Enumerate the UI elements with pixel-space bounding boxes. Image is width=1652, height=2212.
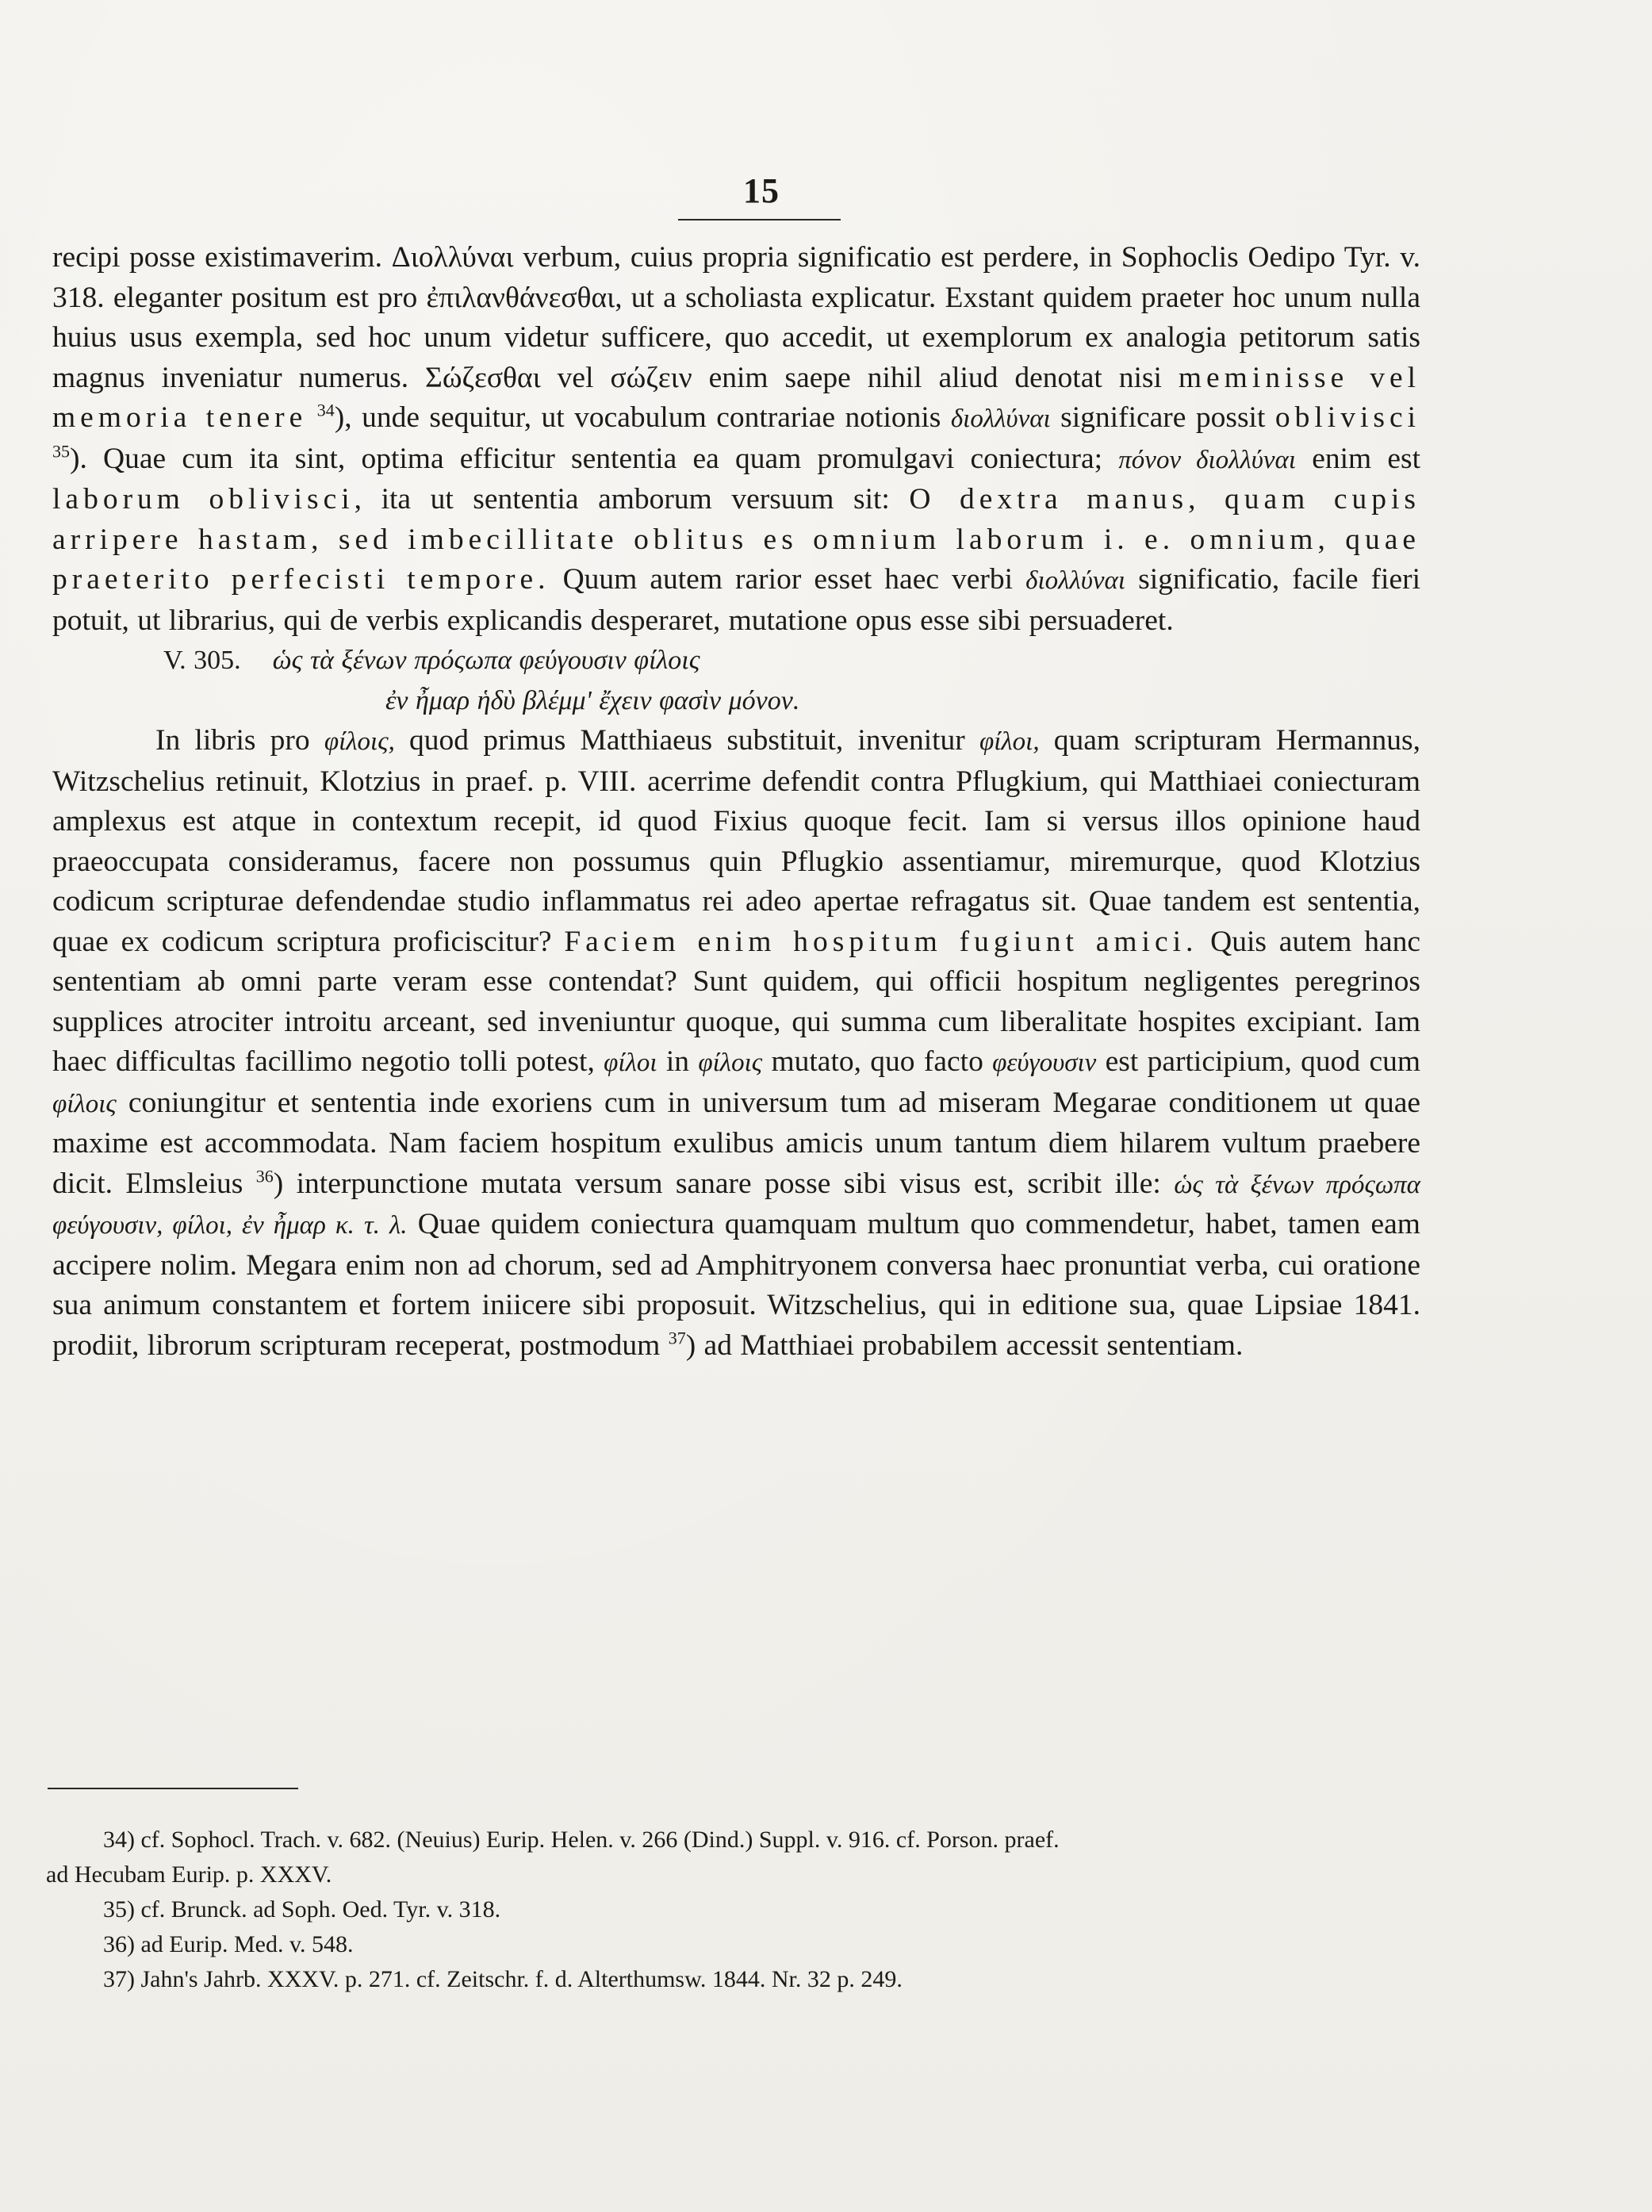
p2-text: mutato, quo facto xyxy=(762,1045,983,1078)
footnote-ref-36: 36 xyxy=(255,1166,274,1186)
footnote-35: 35) cf. Brunck. ad Soph. Oed. Tyr. v. 318. xyxy=(103,1896,501,1923)
greek-word: φίλοις xyxy=(698,1048,763,1077)
verse-line-1 xyxy=(163,641,1420,681)
footnote-34: 34) cf. Sophocl. Trach. v. 682. (Neuius) Eurip. Helen. v. 266 (Dind.) Suppl. v. 916. cf. Porson. praef. xyxy=(103,1827,1060,1853)
greek-word: φεύγουσιν xyxy=(992,1048,1097,1077)
p2-text: quam scripturam Hermannus, Witzschelius retinuit, Klotzius in praef. p. VIII. acerrime defendit contra Pflugkium, qui Matthiaei coniecturam amplexus est atque in contextum recepit, id quod Fixius quoque fecit. Iam si versus illos opinione haud praeoccupata consideramus, facere non possumus quin Pflugkio assentiamur, miremurque, quod Klotzius codicum scripturae defendendae studio inflammatus rei adeo apertae refragatus sit. Quae tandem est sententia, quae ex codicum scriptura proficiscitur? xyxy=(52,724,1421,958)
greek-word: φίλοις, xyxy=(324,727,395,756)
p2-text: Quae quidem coniectura quamquam multum quo commendetur, habet, tamen eam accipere nolim. Megara enim non ad chorum, sed ad Amphitryonem conversa haec pronuntiat verba, cui oratione sua animum constantem et fortem iniicere sibi proposuit. Witzschelius, qui in editione sua, quae Lipsiae 1841. prodiit, librorum scripturam receperat, postmodum xyxy=(52,1208,1420,1362)
verse-text-1: ὡς τὰ ξένων πρόςωπα φεύγουσιν φίλοις xyxy=(272,646,700,675)
verse-quote xyxy=(52,641,1420,721)
greek-word: φίλοι, xyxy=(979,727,1040,756)
p2-text: In libris pro xyxy=(155,724,310,757)
p1-continuation: Quum autem rarior esset haec verbi xyxy=(550,563,1014,596)
footnote-ref-37: 37 xyxy=(668,1328,686,1348)
greek-word: διολλύναι xyxy=(950,404,1051,433)
p1-continuation: ), unde sequitur, ut vocabulum contrariae notionis xyxy=(334,401,941,434)
p2-text: coniungitur et sententia inde exoriens cum in universum tum ad miseram Megarae conditionem ut quae maxime est accommodata. Nam faciem hospitum exulibus amicis unum tantum diem hilarem vultum praebere dicit. Elmsleius xyxy=(52,1086,1420,1200)
footnote-36: 36) ad Eurip. Med. v. 548. xyxy=(103,1931,354,1957)
p1-spaced-phrase: laborum oblivisci xyxy=(52,483,355,516)
footnote-rule xyxy=(48,1788,298,1789)
p2-text: Quis autem hanc sententiam ab omni parte veram esse contendat? Sunt quidem, qui officii hospitum negligentes peregrinos supplices atrociter introitu arceant, sed inveniuntur quoque, qui summa cum liberalitate hospites excipiant. Iam haec difficultas facillimo negotio tolli potest, xyxy=(52,925,1421,1078)
p1-text: recipi posse existimaverim. Διολλύναι verbum, cuius propria significatio est perdere, in Sophoclis Oedipo Tyr. v. 318. eleganter positum est pro ἐπιλανθάνεσθαι, ut a scholiasta explicatur. Exstant quidem praeter hoc unum nulla huius usus exempla, sed hoc unum videtur sufficere, quo accedit, ut exemplorum ex analogia petitorum satis magnus inveniatur numerus. Σώζεσθαι vel σώζειν enim saepe nihil aliud denotat nisi xyxy=(52,241,1420,394)
footnote-ref-35: 35 xyxy=(52,441,70,461)
p1-continuation: ). Quae cum ita sint, optima efficitur sententia ea quam promulgavi coniectura; xyxy=(70,442,1103,475)
main-text xyxy=(52,238,1420,1366)
paragraph-2 xyxy=(52,721,1420,1366)
greek-word: φίλοι xyxy=(604,1048,657,1077)
verse-text-2: ἐν ἦμαρ ἡδὺ βλέμμ' ἔχειν φασὶν μόνον. xyxy=(385,685,800,715)
p1-continuation: significatio, facile fieri potuit, ut librarius, qui de verbis explicandis desperaret, mutatione opus esse sibi persuaderet. xyxy=(52,563,1421,637)
p1-continuation: enim est xyxy=(1296,442,1421,475)
footnote-37: 37) Jahn's Jahrb. XXXV. p. 271. cf. Zeitschr. f. d. Alterthumsw. 1844. Nr. 32 p. 249. xyxy=(103,1966,903,1992)
greek-word: φίλοις xyxy=(52,1089,117,1118)
greek-phrase: πόνον διολλύναι xyxy=(1118,445,1297,474)
p1-spaced-word: oblivisci xyxy=(1274,401,1421,434)
verse-line-2 xyxy=(282,681,1420,722)
verse-label: V. 305. xyxy=(163,646,241,675)
p2-text: ) ad Matthiaei probabilem accessit sententiam. xyxy=(685,1328,1244,1362)
p2-text: in xyxy=(657,1045,690,1078)
footnote-34-continued: ad Hecubam Eurip. p. XXXV. xyxy=(46,1861,332,1888)
p1-continuation: , ita ut sententia amborum versuum sit: xyxy=(354,483,890,516)
p2-spaced-phrase: Faciem enim hospitum fugiunt amici. xyxy=(564,925,1198,958)
greek-phrase: ὡς τὰ ξένων πρόςωπα φεύγουσιν, φίλοι, ἐν ἦμαρ κ. τ. λ. xyxy=(52,1170,1420,1240)
greek-word: διολλύναι xyxy=(1025,566,1126,595)
p1-translation: O dextra manus, quam cupis arripere hastam, sed imbecillitate oblitus es omnium laborum i. e. omnium, quae praeterito perfecisti tempore. xyxy=(52,483,1421,596)
page-number: 15 xyxy=(743,171,780,210)
p2-text: est participium, quod cum xyxy=(1096,1045,1421,1078)
header-rule xyxy=(678,219,841,220)
paragraph-1 xyxy=(52,238,1420,641)
p1-continuation: significare possit xyxy=(1050,401,1266,434)
footnotes xyxy=(46,1823,1418,1997)
p2-text: ) interpunctione mutata versum sanare posse sibi visus est, scribit ille: xyxy=(273,1167,1161,1200)
p1-spaced-phrase: meminisse vel memoria tenere xyxy=(52,361,1421,434)
footnote-ref-34: 34 xyxy=(316,400,335,420)
p2-text: quod primus Matthiaeus substituit, invenitur xyxy=(394,724,965,757)
